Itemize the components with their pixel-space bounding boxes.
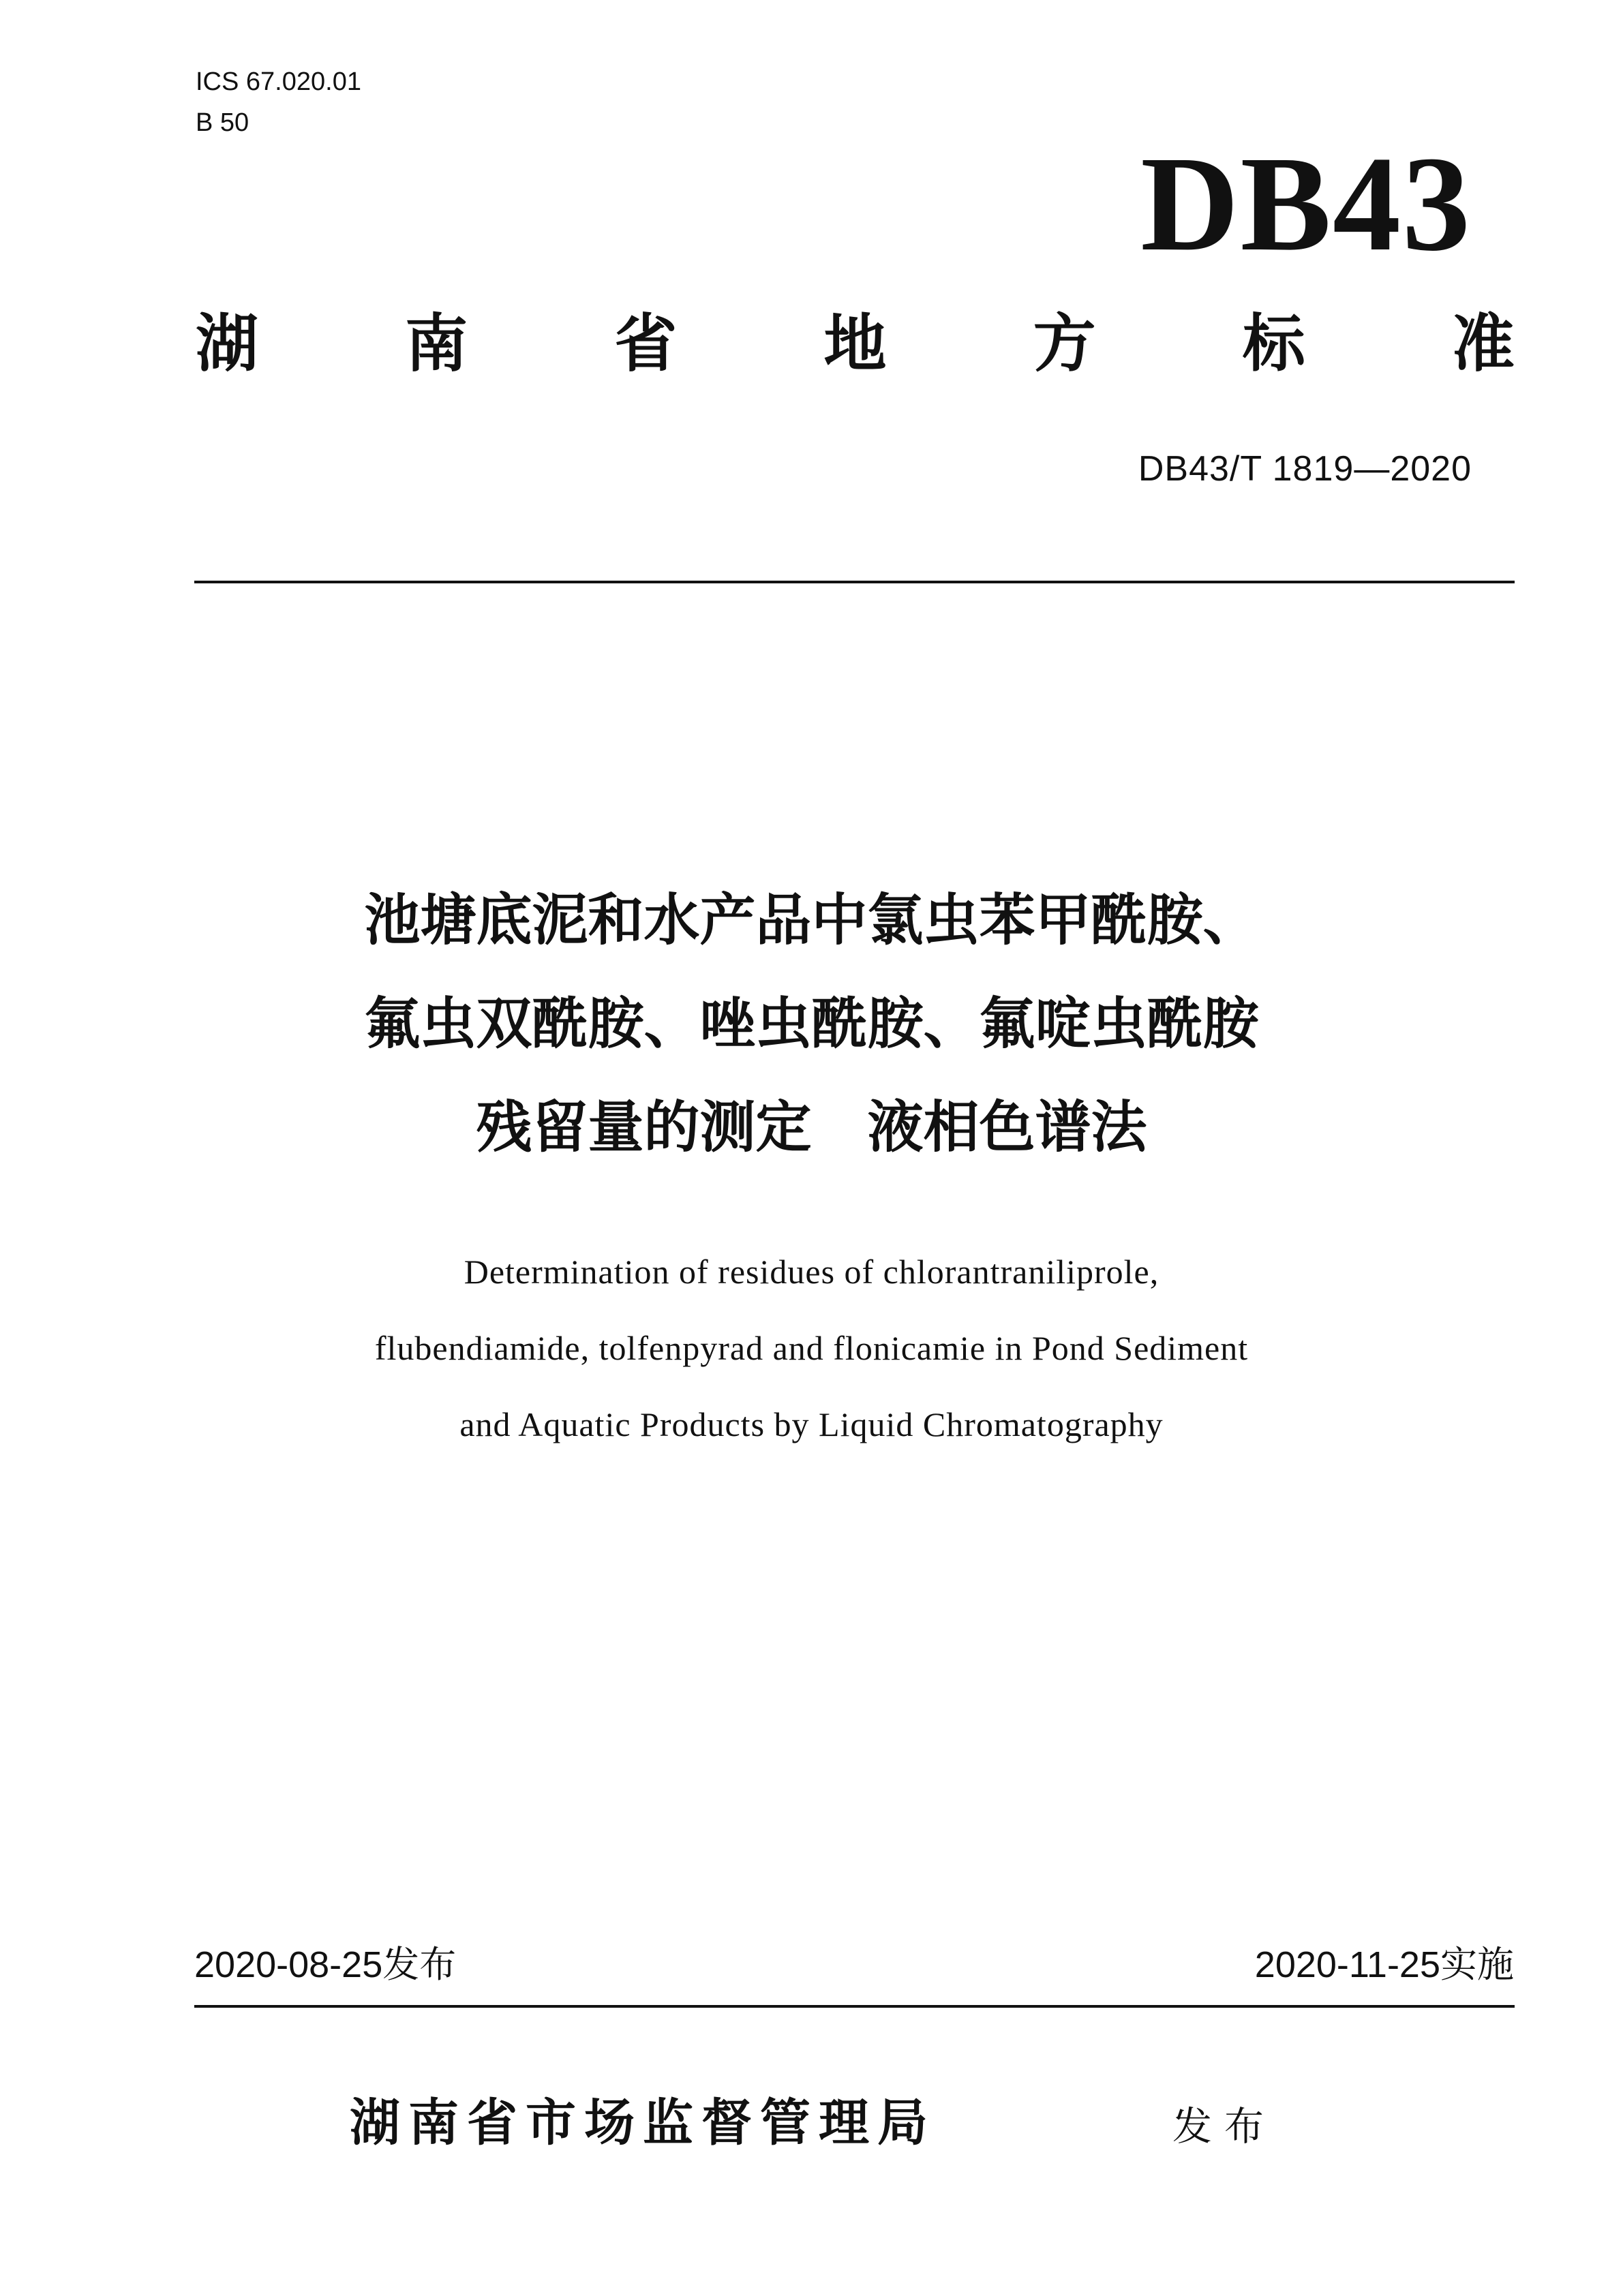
standard-type-char: 标 <box>1242 307 1305 380</box>
standard-type-char: 方 <box>1033 307 1096 380</box>
chinese-title-line: 氟虫双酰胺、唑虫酰胺、氟啶虫酰胺 <box>364 992 1259 1056</box>
db-logo: DB43 <box>1140 129 1472 279</box>
ics-code: ICS 67.020.01 <box>196 67 361 96</box>
chinese-title-line: 池塘底泥和水产品中氯虫苯甲酰胺、 <box>364 888 1259 953</box>
standard-type-char: 省 <box>614 307 678 380</box>
standard-number: DB43/T 1819—2020 <box>1138 449 1472 489</box>
implementation-date: 2020-11-25实施 <box>1254 1944 1514 1985</box>
chinese-title <box>136 869 1487 1180</box>
issuing-authority: 湖南省市场监督管理局 <box>350 2094 936 2152</box>
classification-code: B 50 <box>196 108 249 137</box>
standard-type-char: 湖 <box>196 307 259 380</box>
english-title <box>136 1234 1487 1463</box>
english-title-line: and Aquatic Products by Liquid Chromatography <box>459 1405 1164 1443</box>
issue-date: 2020-08-25发布 <box>194 1944 457 1985</box>
english-title-line: flubendiamide, tolfenpyrad and flonicamie in Pond Sediment <box>374 1329 1249 1367</box>
publish-label: 发布 <box>1172 2103 1277 2149</box>
chinese-title-line: 残留量的测定 液相色谱法 <box>476 1095 1147 1160</box>
standard-type-char: 南 <box>405 307 468 380</box>
standard-type-char: 地 <box>823 307 887 380</box>
top-divider <box>194 581 1515 583</box>
standard-type-char: 准 <box>1451 307 1515 380</box>
english-title-line: Determination of residues of chlorantraniliprole, <box>464 1253 1159 1291</box>
standard-type-heading <box>196 307 1515 382</box>
bottom-divider <box>194 2005 1515 2008</box>
